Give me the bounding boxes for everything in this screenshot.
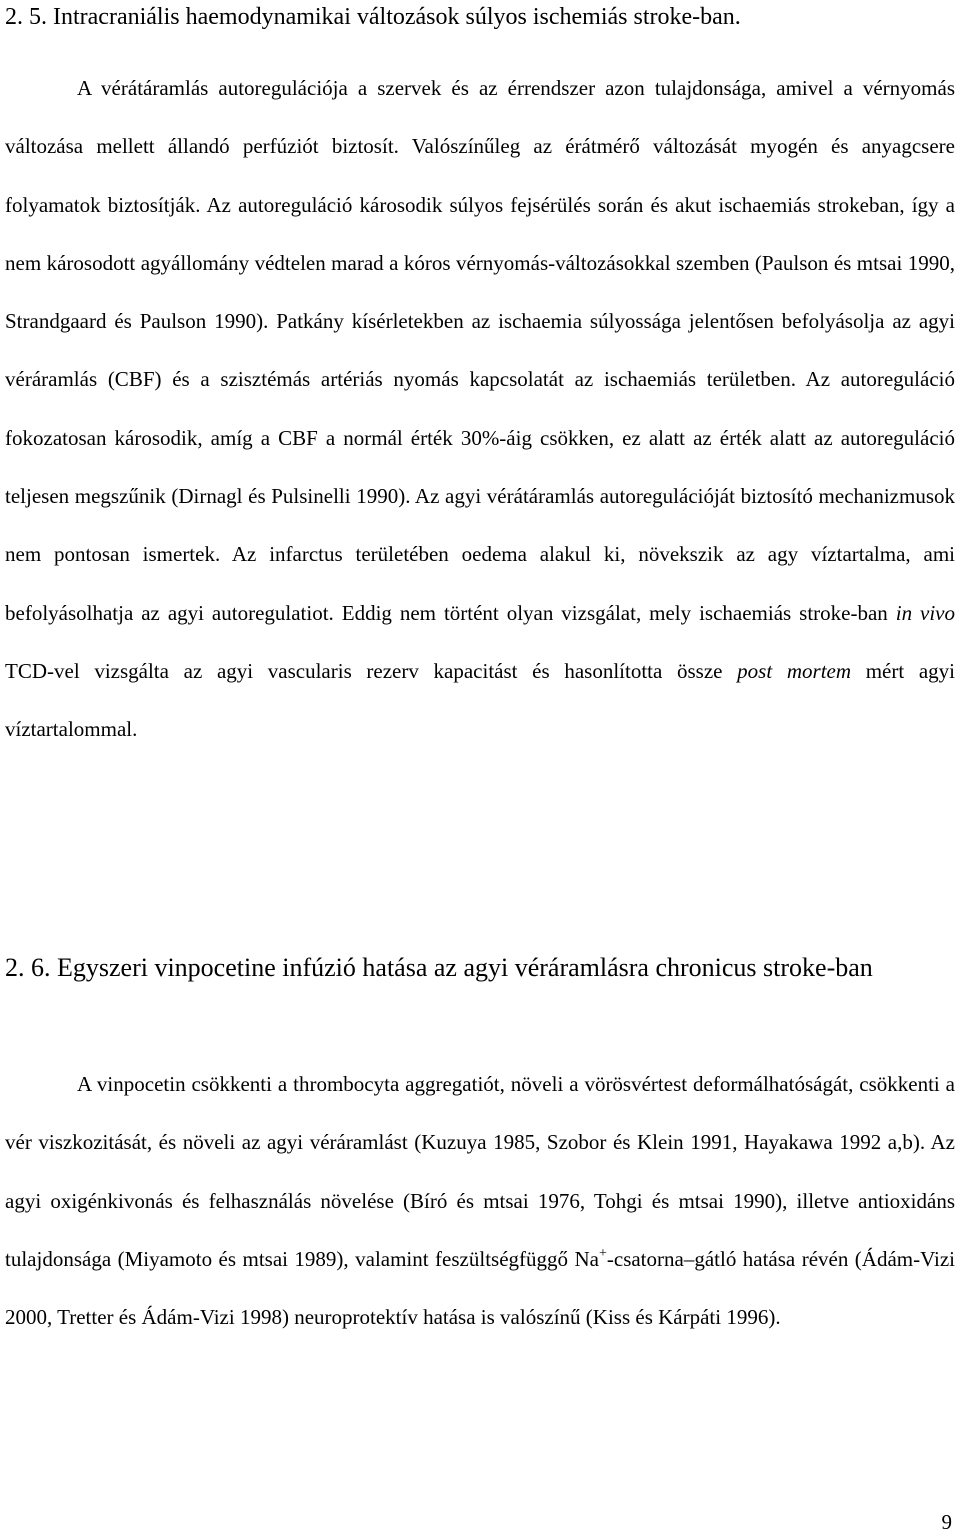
section-heading-2-6: 2. 6. Egyszeri vinpocetine infúzió hatása az agyi véráramlásra chronicus stroke-ban (5, 953, 873, 982)
section-2-6-paragraph (5, 1055, 955, 1346)
page-number: 9 (941, 1510, 952, 1534)
superscript-plus: + (598, 1245, 607, 1261)
italic-term-post-mortem: post mortem (737, 658, 852, 683)
section-2-5-paragraph (5, 59, 955, 759)
italic-term-in-vivo: in vivo (895, 600, 955, 625)
paragraph-text: mért agyi víztartalommal. (5, 658, 956, 742)
paragraph-text: A vérátáramlás autoregulációja a szervek és az érrendszer azon tulajdonsága, amivel a vérnyomás változása mellett állandó perfúziót biztosít. Valószínűleg az érátmérő változását myogén és anyagcsere folyamatok biztosítják. Az autoreguláció károsodik súlyos fejsérülés során és akut ischaemiás strokeban, így a nem károsodott agyállomány védtelen marad a kóros vérnyomás-változásokkal szemben (Paulson és mtsai 1990, Strandgaard és Paulson 1990). Patkány kísérletekben az ischaemia súlyossága jelentősen befolyásolja az agyi véráramlás (CBF) és a szisztémás artériás nyomás kapcsolatát az ischaemiás területben. Az autoreguláció fokozatosan károsodik, amíg a CBF a normál érték 30%-áig csökken, ez alatt az érték alatt az autoreguláció teljesen megszűnik (Dirnagl és Pulsinelli 1990). Az agyi vérátáramlás autoregulációját biztosító mechanizmusok nem pontosan ismertek. Az infarctus területében oedema alakul ki, növekszik az agy víztartalma, ami befolyásolhatja az agyi autoregulatiot. Eddig nem történt olyan vizsgálat, mely ischaemiás stroke-ban (5, 76, 955, 625)
paragraph-text: A vinpocetin csökkenti a thrombocyta aggregatiót, növeli a vörösvértest deformálhatóságát, csökkenti a vér viszkozitását, és növeli az agyi véráramlást (Kuzuya 1985, Szobor és Klein 1991, Hayakawa 1992 a,b). Az agyi oxigénkivonás és felhasználás növelése (Bíró és mtsai 1976, Tohgi és mtsai 1990), illetve antioxidáns tulajdonsága (Miyamoto és mtsai 1989), valamint feszültségfüggő Na (5, 1072, 955, 1271)
paragraph-text: TCD-vel vizsgálta az agyi vascularis rezerv kapacitást és hasonlította össze (5, 658, 738, 683)
paragraph-text: -csatorna–gátló hatása révén (Ádám-Vizi 2000, Tretter és Ádám-Vizi 1998) neuroprotektív hatása is valószínű (Kiss és Kárpáti 1996). (5, 1246, 955, 1330)
section-heading-2-5: 2. 5. Intracraniális haemodynamikai változások súlyos ischemiás stroke-ban. (5, 4, 741, 30)
